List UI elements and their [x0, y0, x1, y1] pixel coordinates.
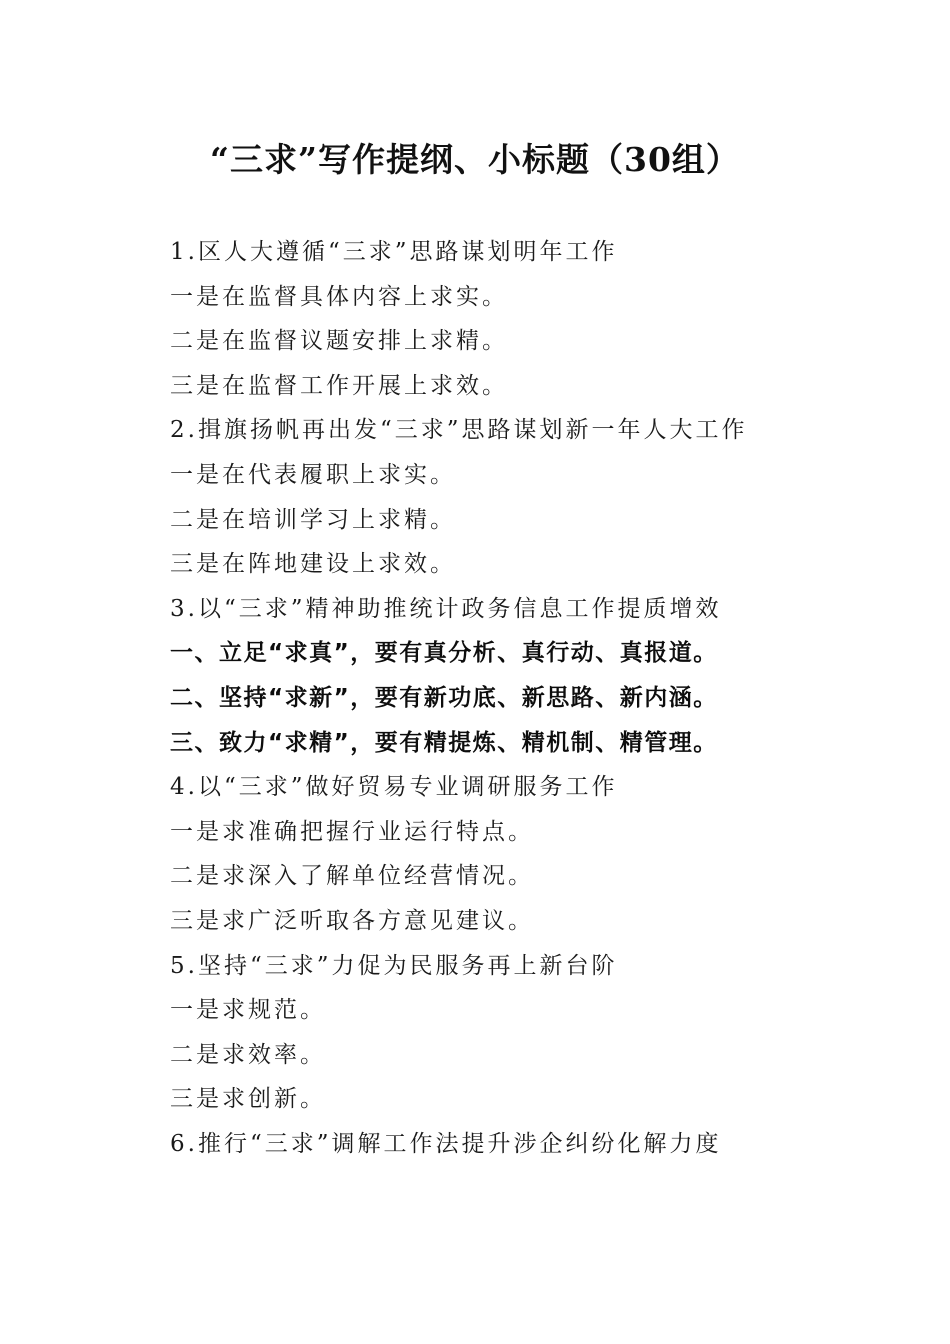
- outline-line: 1.区人大遵循“三求”思路谋划明年工作: [170, 239, 618, 265]
- outline-line: 二是求深入了解单位经营情况。: [170, 863, 534, 890]
- outline-point-bold: 一、立足“求真”，要有真分析、真行动、真报道。: [170, 640, 718, 667]
- outline-line: 一是求规范。: [170, 997, 326, 1024]
- outline-line: 3.以“三求”精神助推统计政务信息工作提质增效: [170, 595, 722, 622]
- outline-point-bold: 三、致力“求精”，要有精提炼、精机制、精管理。: [170, 729, 718, 756]
- outline-body: [170, 230, 910, 1166]
- outline-line: 一是在代表履职上求实。: [170, 461, 456, 488]
- outline-line: 三是求广泛听取各方意见建议。: [170, 907, 534, 934]
- outline-line: 4.以“三求”做好贸易专业调研服务工作: [170, 774, 618, 801]
- outline-line: 5.坚持“三求”力促为民服务再上新台阶: [170, 952, 618, 979]
- outline-line: 一是在监督具体内容上求实。: [170, 283, 508, 310]
- document-title: “三求”写作提纲、小标题（30组）: [210, 140, 740, 179]
- outline-point-bold: 二、坚持“求新”，要有新功底、新思路、新内涵。: [170, 684, 718, 711]
- outline-line: 一是求准确把握行业运行特点。: [170, 818, 534, 845]
- outline-line: 6.推行“三求”调解工作法提升涉企纠纷化解力度: [170, 1130, 722, 1157]
- outline-line: 三是在阵地建设上求效。: [170, 551, 456, 578]
- outline-line: 三是求创新。: [170, 1086, 326, 1113]
- outline-line: 二是在监督议题安排上求精。: [170, 328, 508, 355]
- outline-line: 二是在培训学习上求精。: [170, 506, 456, 533]
- outline-line: 2.揖旗扬帆再出发“三求”思路谋划新一年人大工作: [170, 417, 748, 444]
- outline-line: 二是求效率。: [170, 1041, 326, 1068]
- outline-line: 三是在监督工作开展上求效。: [170, 372, 508, 399]
